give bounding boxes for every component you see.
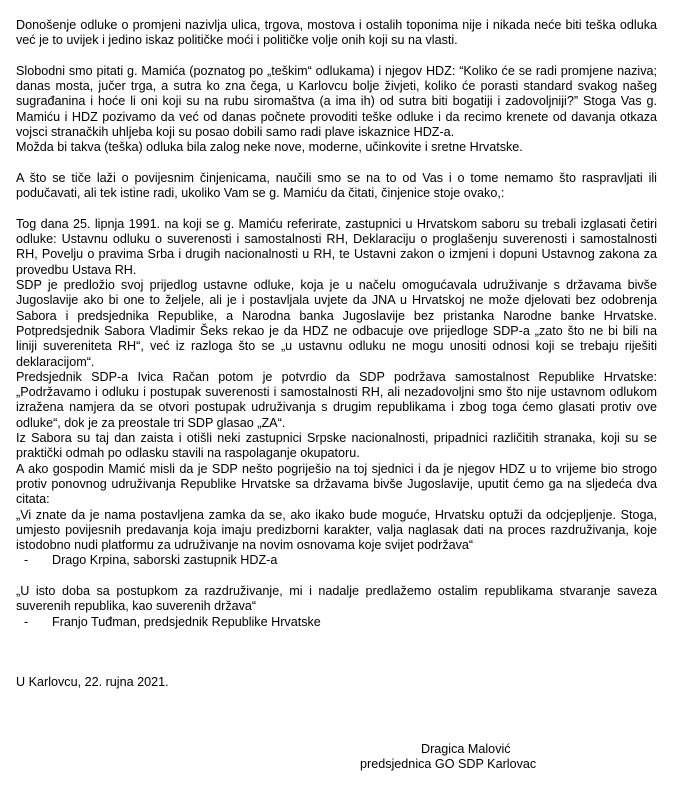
paragraph-racan: Predsjednik SDP-a Ivica Račan potom je potvrdio da SDP podržava samostalnost Republike Hrvatske: „Podržavamo i odluku i postupak suverenosti i samostalnosti RH, ali nezadovoljni smo što nije ustavnom odlukom izražena namjera da se otvori postupak udruživanja s drugim republikama i zbog toga ćemo glasati protiv ove odluke“, dok je za preostale tri SDP glasao „ZA“.	[16, 369, 657, 430]
document-body	[16, 18, 657, 698]
attribution-author: Franjo Tuđman, predsjednik Republike Hrvatske	[52, 614, 321, 629]
date-line: U Karlovcu, 22. rujna 2021.	[16, 675, 169, 690]
paragraph-question-to-mayor: Slobodni smo pitati g. Mamića (poznatog po „teškim“ odlukama) i njegov HDZ: “Koliko će se radi promjene naziva; danas mosta, jučer trga, a sutra ko zna čega, u Karlovcu bolje živjeti, koliko će porasti standard svakog našeg sugrađanina i hoće li oni koji su na rubu siromaštva (a ima ih) od sutra biti bogatiji i zadovoljniji?” Stoga Vas g. Mamiću i HDZ pozivamo da već od danas počnete provoditi teške odluke i da recimo krenete od davanja otkaza vojsci stranačkih uhljeba koji su posao dobili samo radi plave iskaznice HDZ-a.	[16, 63, 657, 140]
quote-tudjman-attribution	[16, 615, 657, 630]
paragraph-quotes-intro: A ako gospodin Mamić misli da je SDP nešto pogriješio na toj sjednici i da je njegov HDZ u to vrijeme bio strogo protiv ponovnog udruživanja Republike Hrvatske sa državama bivše Jugoslavije, uputit ćemo ga na sljedeća dva citata:	[16, 461, 657, 507]
attribution-dash: -	[24, 614, 29, 629]
paragraph-sabor-departure: Iz Sabora su taj dan zaista i otišli neki zastupnici Srpske nacionalnosti, pripadnici različitih stranaka, koji su se praktički odmah po odlasku stavili na raspolaganje okupatoru.	[16, 431, 657, 461]
paragraph-hard-decision: Možda bi takva (teška) odluka bila zalog neke nove, moderne, učinkovite i sretne Hrvatske.	[16, 140, 523, 155]
signature-block	[360, 742, 680, 773]
attribution-author: Drago Krpina, saborski zastupnik HDZ-a	[52, 553, 278, 568]
signer-name: Dragica Malović	[421, 742, 511, 756]
quote-krpina: „Vi znate da je nama postavljena zamka da se, ako ikako bude moguće, Hrvatsku optuži da odcjepljenje. Stoga, umjesto povijesnih predavanja koja imaju predizborni karakter, valja naglasak dati na proces razdruživanja, koje istodobno nudi platformu za udruživanje na novim osnovama koje svijet podržava“	[16, 507, 657, 553]
signer-title: predsjednica GO SDP Karlovac	[360, 757, 537, 772]
spacer	[16, 645, 657, 675]
paragraph-sdp-proposal: SDP je predložio svoj prijedlog ustavne odluke, koja je u načelu omogućavala udruživanje s državama bivše Jugoslavije ako bi one to željele, ali je i postavljala uvjete da JNA u Hrvatskoj ne može djelovati bez odobrenja Sabora i predsjednika Republike, a Narodna banka Jugoslavije bez pristanka Narodne banke Hrvatske. Potpredsjednik Sabora Vladimir Šeks rekao je da HDZ ne odbacuje ove prijedloge SDP-a „zato što ne bi bili na liniji suvereniteta RH“, već iz razloga što se „u ustavnu odluku ne mogu unositi odnosi koji se trebaju riješiti deklaracijom“.	[16, 278, 657, 369]
quote-tudjman: „U isto doba sa postupkom za razdruživanje, mi i nadalje predlažemo ostalim republikama stvaranje saveza suverenih republika, kao suverenih država“	[16, 583, 657, 614]
attribution-dash: -	[24, 553, 29, 568]
paragraph-june-25: Tog dana 25. lipnja 1991. na koji se g. Mamiću referirate, zastupnici u Hrvatskom saboru su trebali izglasati četiri odluke: Ustavnu odluku o suverenosti i samostalnosti RH, Deklaraciju o proglašenju suverenosti i samostalnosti RH, Povelju o pravima Srba i drugih nacionalnosti u RH, te Ustavni zakon o izmjeni i dopuni Ustavnog zakona za provedbu Ustava RH.	[16, 216, 657, 277]
paragraph-historical-facts: A što se tiče laži o povijesnim činjenicama, naučili smo se na to od Vas i o tome nemamo što raspravljati ili podučavati, ali tek istine radi, ukoliko Vam se g. Mamiću da čitati, činjenice stoje ovako,:	[16, 170, 657, 201]
paragraph-toponyms: Donošenje odluke o promjeni nazivlja ulica, trgova, mostova i ostalih toponima nije i nikada neće biti teška odluka već je to uvijek i jedino iskaz političke moći i političke volje onih koji su na vlasti.	[16, 18, 657, 48]
quote-krpina-attribution	[16, 553, 657, 568]
